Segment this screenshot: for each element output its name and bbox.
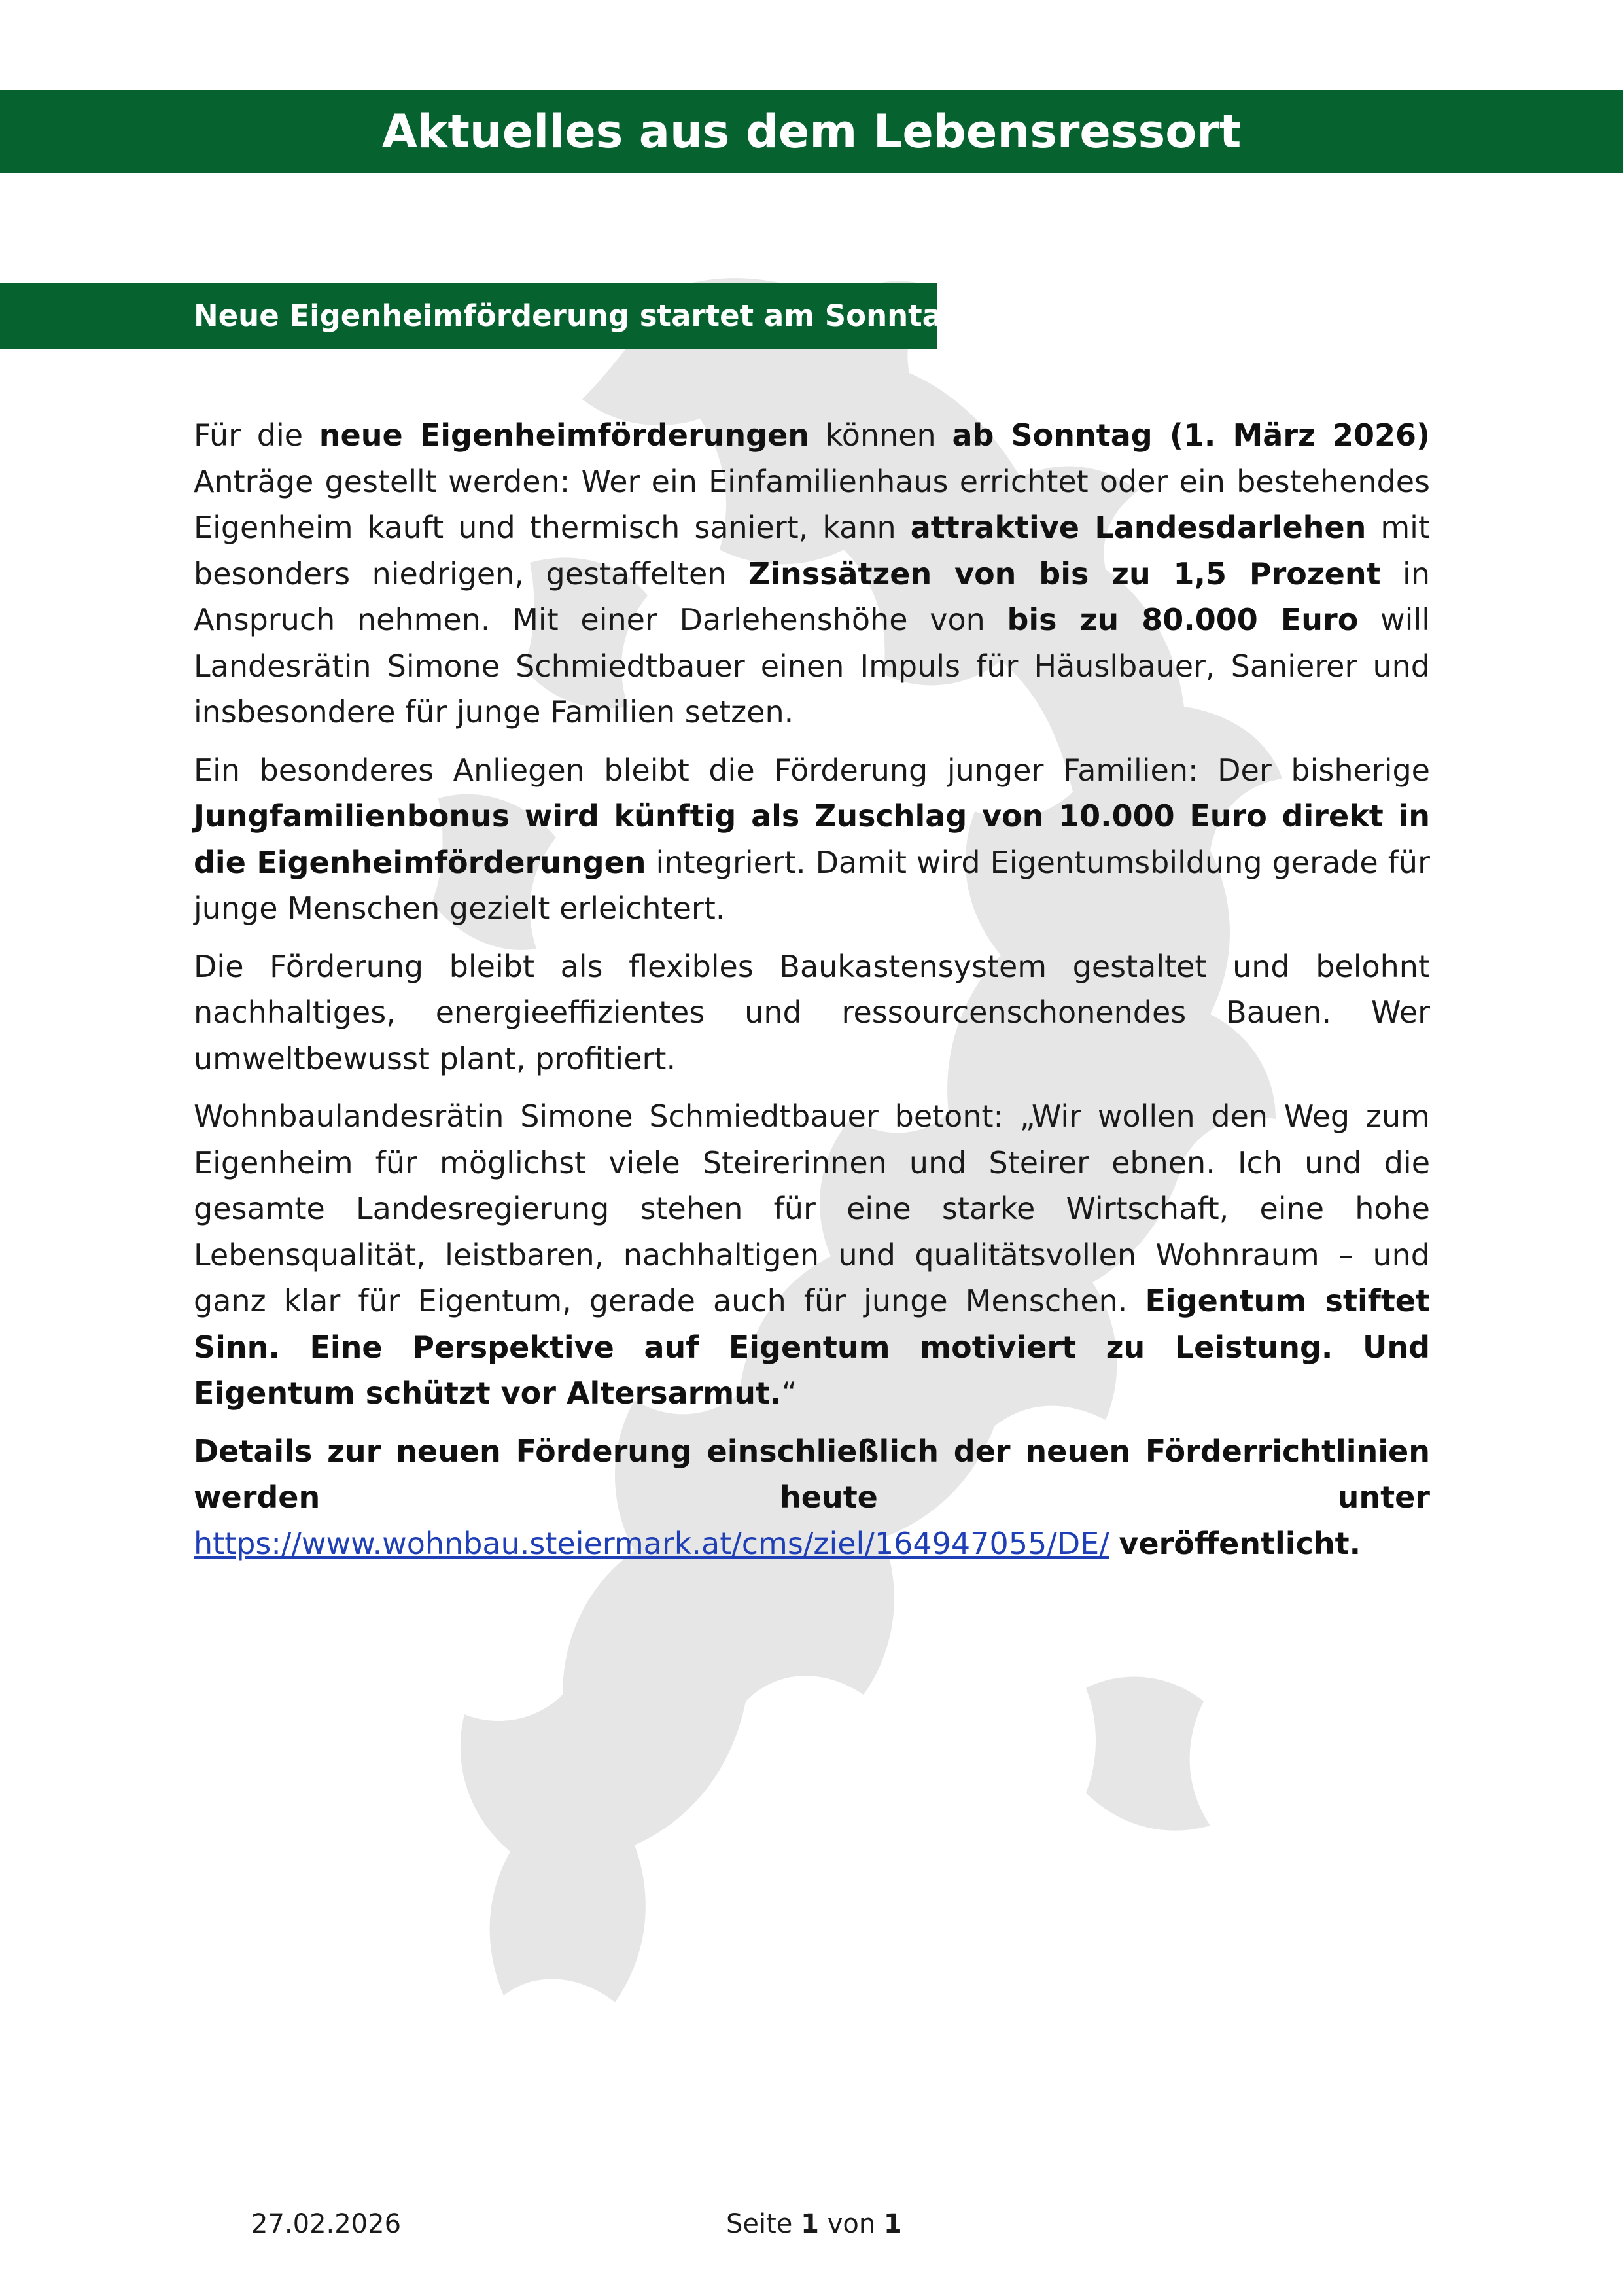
page-mid: von: [827, 2209, 876, 2239]
page-current: 1: [801, 2209, 819, 2239]
page-prefix: Seite: [726, 2209, 793, 2239]
bold-text: Jungfamilienbonus wird künftig als Zuschlag von 10.000 Euro direkt in die Eigenheimförderungen: [194, 798, 1430, 880]
paragraph-3: [194, 944, 1430, 1082]
section-heading-bar: [0, 283, 975, 349]
text: “: [781, 1375, 797, 1411]
text: Für die: [194, 417, 319, 453]
bold-text: attraktive Landesdarlehen: [910, 510, 1367, 545]
bold-text: Zinssätzen von bis zu 1,5 Prozent: [748, 556, 1381, 592]
paragraph-1: [194, 412, 1430, 735]
page-number: [726, 2208, 902, 2240]
text: Anträge gestellt werden: Wer ein Einfamilienhaus errichtet oder ein bestehendes Eigenheim kauft und thermisch saniert, kann: [194, 463, 1430, 545]
text: können: [809, 417, 952, 453]
text: in Anspruch nehmen. Mit einer Darlehenshöhe von: [194, 556, 1430, 637]
article-body: [194, 412, 1430, 1578]
paragraph-5: [194, 1428, 1430, 1567]
text: Wohnbaulandesrätin Simone Schmiedtbauer betont: „Wir wollen den Weg zum Eigenheim für möglichst viele Steirerinnen und Steirer ebnen. Ich und die gesamte Landesregierung stehen für eine starke Wirtschaft, eine hohe Lebensqualität, leistbaren, nachhaltigen und qualitätsvollen Wohnraum – und ganz klar für Eigentum, gerade auch für junge Menschen.: [194, 1099, 1430, 1318]
header-bar: [0, 90, 1623, 173]
wohnbau-link[interactable]: https://www.wohnbau.steiermark.at/cms/ziel/164947055/DE/: [194, 1525, 1109, 1561]
bold-text: Eigentum stiftet Sinn. Eine Perspektive auf Eigentum motiviert zu Leistung. Und Eigentum schützt vor Altersarmut.: [194, 1283, 1430, 1411]
text: Die Förderung bleibt als flexibles Baukastensystem gestaltet und belohnt nachhaltiges, energieeffizientes und ressourcenschonendes Bauen. Wer umweltbewusst plant, profitiert.: [194, 948, 1430, 1076]
paragraph-2: [194, 747, 1430, 932]
bold-text: Details zur neuen Förderung einschließlich der neuen Förderrichtlinien werden heute unter: [194, 1433, 1430, 1515]
paragraph-4: [194, 1093, 1430, 1417]
bold-text: neue Eigenheimförderungen: [319, 417, 810, 453]
page-title: Aktuelles aus dem Lebensressort: [381, 105, 1242, 158]
bold-text: bis zu 80.000 Euro: [1007, 602, 1359, 637]
page-total: 1: [883, 2209, 902, 2239]
text: Ein besonderes Anliegen bleibt die Förderung junger Familien: Der bisherige: [194, 752, 1430, 788]
bold-text: ab Sonntag (1. März 2026): [952, 417, 1430, 453]
text: mit besonders niedrigen, gestaffelten: [194, 510, 1430, 592]
footer-date: 27.02.2026: [251, 2209, 402, 2239]
text: integriert. Damit wird Eigentumsbildung gerade für junge Menschen gezielt erleichtert.: [194, 844, 1430, 926]
text: will Landesrätin Simone Schmiedtbauer einen Impuls für Häuslbauer, Sanierer und insbesondere für junge Familien setzen.: [194, 602, 1430, 730]
section-title: Neue Eigenheimförderung startet am Sonntag:: [194, 298, 975, 333]
bold-text: veröffentlicht.: [1119, 1525, 1361, 1561]
